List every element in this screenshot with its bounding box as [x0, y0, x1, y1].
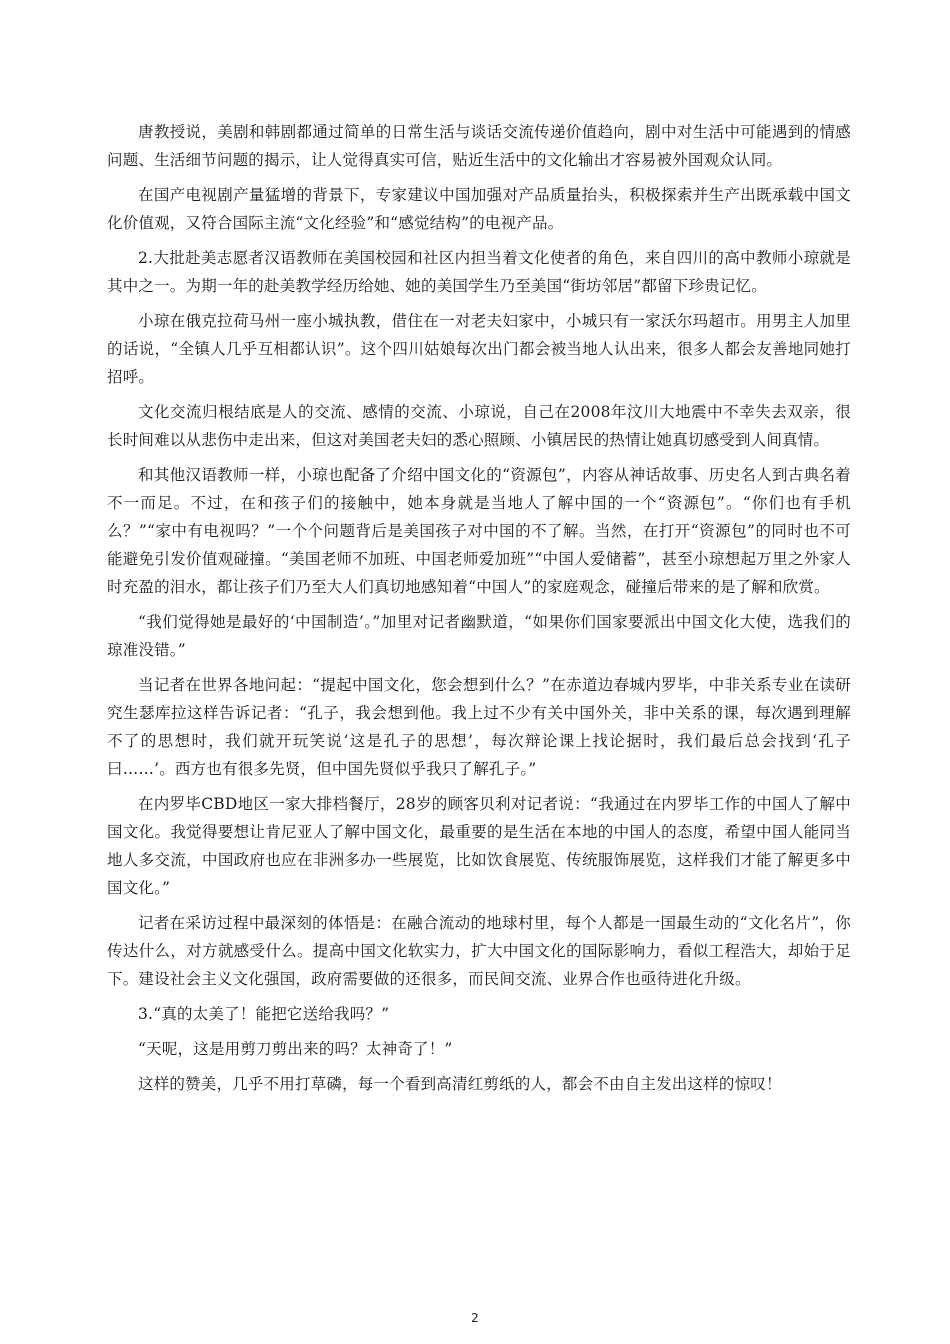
paragraph-section-3-quote: 3.“真的太美了！能把它送给我吗？”	[138, 1005, 390, 1023]
paragraph-expert-advice: 在国产电视剧产量猛增的背景下，专家建议中国加强对产品质量抬头，积极探索并生产出既承载中国文化价值观，又符合国际主流“文化经验”和“感觉结构”的电视产品。	[107, 186, 851, 232]
paragraph-oklahoma-town: 小琼在俄克拉荷马州一座小城执教，借住在一对老夫妇家中，小城只有一家沃尔玛超市。用男主人加里的话说，“全镇人几乎互相都认识”。这个四川姑娘每次出门都会被当地人认出来，很多人都会友善地同她打招呼。	[107, 312, 851, 386]
paragraph-nairobi-cbd: 在内罗毕CBD地区一家大排档餐厅，28岁的顾客贝利对记者说：“我通过在内罗毕工作的中国人了解中国文化。我觉得要想让肯尼亚人了解中国文化，最重要的是生活在本地的中国人的态度，希望中国人能同当地人多交流，中国政府也应在非洲多办一些展览，比如饮食展览、传统服饰展览，这样我们才能了解更多中国文化。”	[107, 795, 851, 897]
paragraph-culture-card: 记者在采访过程中最深刻的体悟是：在融合流动的地球村里，每个人都是一国最生动的“文化名片”，你传达什么，对方就感受什么。提高中国文化软实力，扩大中国文化的国际影响力，看似工程浩大，却始于足下。建设社会主义文化强国，政府需要做的还很多，而民间交流、业界合作也亟待进化升级。	[107, 914, 851, 988]
document-body	[107, 118, 851, 1105]
paragraph-section-2-intro: 2.大批赴美志愿者汉语教师在美国校园和社区内担当着文化使者的角色，来自四川的高中教师小琼就是其中之一。为期一年的赴美教学经历给她、她的美国学生乃至美国“街坊邻居”都留下珍贵记忆。	[107, 249, 851, 295]
paragraph-paper-cut-praise: 这样的赞美，几乎不用打草磷，每一个看到高清红剪纸的人，都会不由自主发出这样的惊叹！	[138, 1075, 782, 1093]
paragraph-cultural-exchange: 文化交流归根结底是人的交流、感情的交流、小琼说，自己在2008年汶川大地震中不幸失去双亲，很长时间难以从悲伤中走出来，但这对美国老夫妇的悉心照顾、小镇居民的热情让她真切感受到人间真情。	[107, 403, 851, 449]
paragraph-professor-tang: 唐教授说，美剧和韩剧都通过简单的日常生活与谈话交流传递价值趋向，剧中对生活中可能遇到的情感问题、生活细节问题的揭示，让人觉得真实可信，贴近生活中的文化输出才容易被外国观众认同。	[107, 123, 851, 169]
page-number: 2	[471, 1311, 479, 1325]
paragraph-scissors-quote: “天呢，这是用剪刀剪出来的吗？太神奇了！”	[138, 1040, 453, 1058]
paragraph-resource-pack: 和其他汉语教师一样，小琼也配备了介绍中国文化的“资源包”，内容从神话故事、历史名人到古典名着不一而足。不过，在和孩子们的接触中，她本身就是当地人了解中国的一个“资源包”。“你们也有手机么？”“家中有电视吗？”一个个问题背后是美国孩子对中国的不了解。当然，在打开“资源包”的同时也不可能避免引发价值观碰撞。“美国老师不加班、中国老师爱加班”“中国人爱储蓄”，甚至小琼想起万里之外家人时充盈的泪水，都让孩子们乃至大人们真切地感知着“中国人”的家庭观念，碰撞后带来的是了解和欣赏。	[107, 466, 851, 596]
paragraph-made-in-china: “我们觉得她是最好的‘中国制造’。”加里对记者幽默道，“如果你们国家要派出中国文化大使，选我们的琼准没错。”	[107, 613, 851, 659]
paragraph-confucius: 当记者在世界各地问起：“提起中国文化，您会想到什么？”在赤道边春城内罗毕，中非关系专业在读研究生瑟库拉这样告诉记者：“孔子，我会想到他。我上过不少有关中国外关，非中关系的课，每次遇到理解不了的思想时，我们就开玩笑说‘这是孔子的思想’，每次辩论课上找论据时，我们最后总会找到‘孔子曰……’。西方也有很多先贤，但中国先贤似乎我只了解孔子。”	[107, 676, 851, 778]
